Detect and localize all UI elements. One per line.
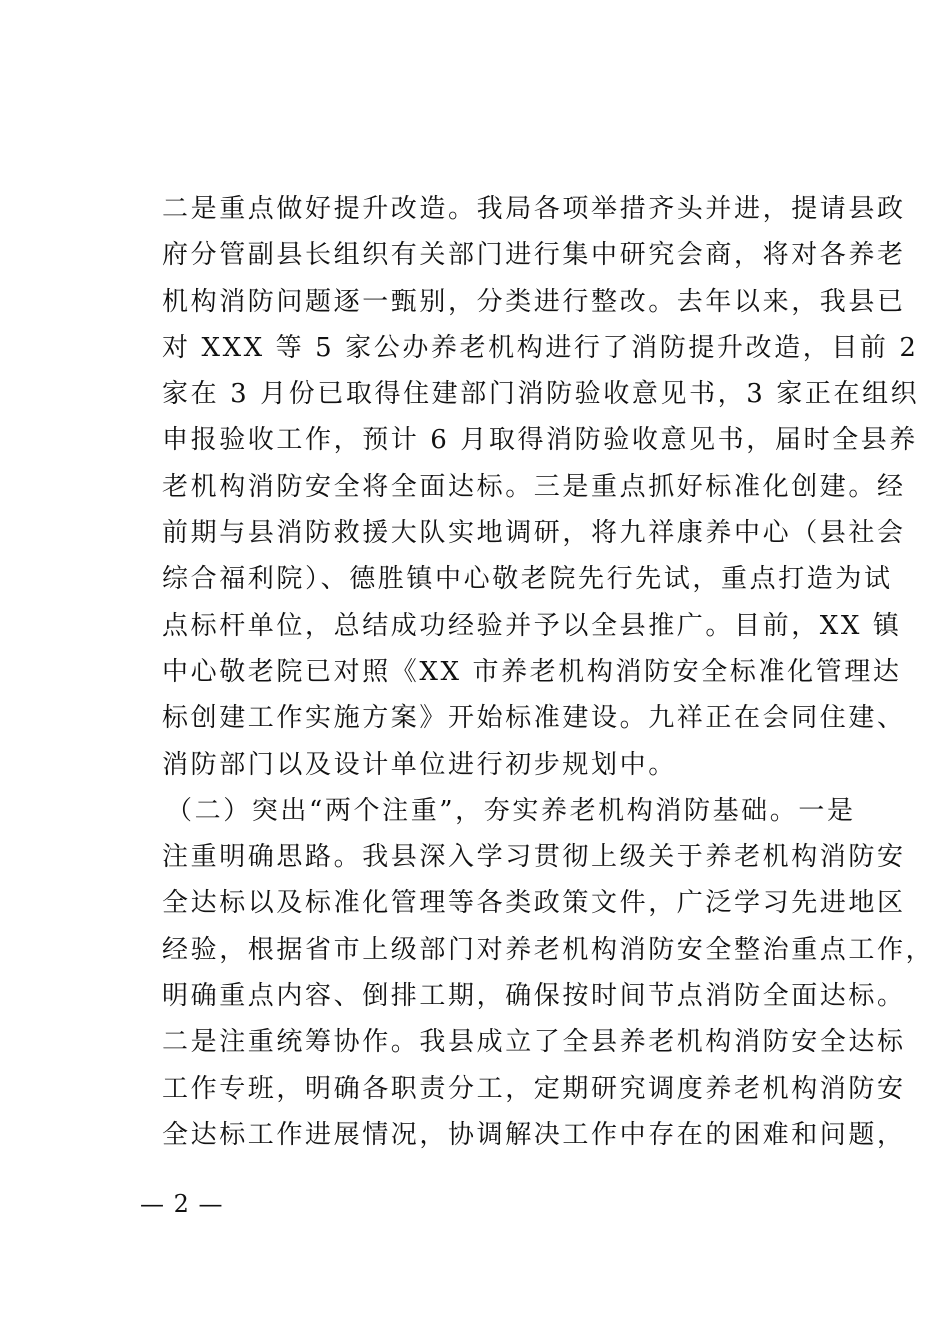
text-line: 工作专班，明确各职责分工，定期研究调度养老机构消防安	[162, 1073, 906, 1104]
text-line: 全达标工作进展情况，协调解决工作中存在的困难和问题，	[162, 1119, 906, 1150]
text-line: 老机构消防安全将全面达标。三是重点抓好标准化创建。经	[162, 471, 906, 502]
text-line: 家在 3 月份已取得住建部门消防验收意见书，3 家正在组织	[162, 379, 920, 410]
page-number: — 2 —	[140, 1190, 224, 1218]
section-heading-line: （二）突出“两个注重”，夯实养老机构消防基础。一是	[166, 795, 856, 826]
text-line: 二是注重统筹协作。我县成立了全县养老机构消防安全达标	[162, 1027, 906, 1058]
text-line: 全达标以及标准化管理等各类政策文件，广泛学习先进地区	[162, 888, 906, 919]
text-line: 明确重点内容、倒排工期，确保按时间节点消防全面达标。	[162, 981, 906, 1012]
text-line: 申报验收工作，预计 6 月取得消防验收意见书，届时全县养	[162, 425, 918, 456]
text-line: 注重明确思路。我县深入学习贯彻上级关于养老机构消防安	[162, 842, 906, 873]
text-line: 中心敬老院已对照《XX 市养老机构消防安全标准化管理达	[162, 656, 902, 687]
text-line: 消防部门以及设计单位进行初步规划中。	[162, 749, 677, 780]
text-line: 前期与县消防救援大队实地调研，将九祥康养中心（县社会	[162, 518, 906, 549]
text-line: 标创建工作实施方案》开始标准建设。九祥正在会同住建、	[162, 703, 906, 734]
text-line: 机构消防问题逐一甄别，分类进行整改。去年以来，我县已	[162, 286, 906, 317]
text-line: 点标杆单位，总结成功经验并予以全县推广。目前，XX 镇	[162, 610, 902, 641]
body-text	[162, 186, 935, 1158]
text-line: 对 XXX 等 5 家公办养老机构进行了消防提升改造，目前 2	[162, 332, 919, 363]
text-line: 经验，根据省市上级部门对养老机构消防安全整治重点工作，	[162, 934, 935, 965]
text-line: 府分管副县长组织有关部门进行集中研究会商，将对各养老	[162, 240, 906, 271]
text-line: 二是重点做好提升改造。我局各项举措齐头并进，提请县政	[162, 194, 906, 224]
text-line: 综合福利院）、德胜镇中心敬老院先行先试，重点打造为试	[162, 564, 893, 595]
